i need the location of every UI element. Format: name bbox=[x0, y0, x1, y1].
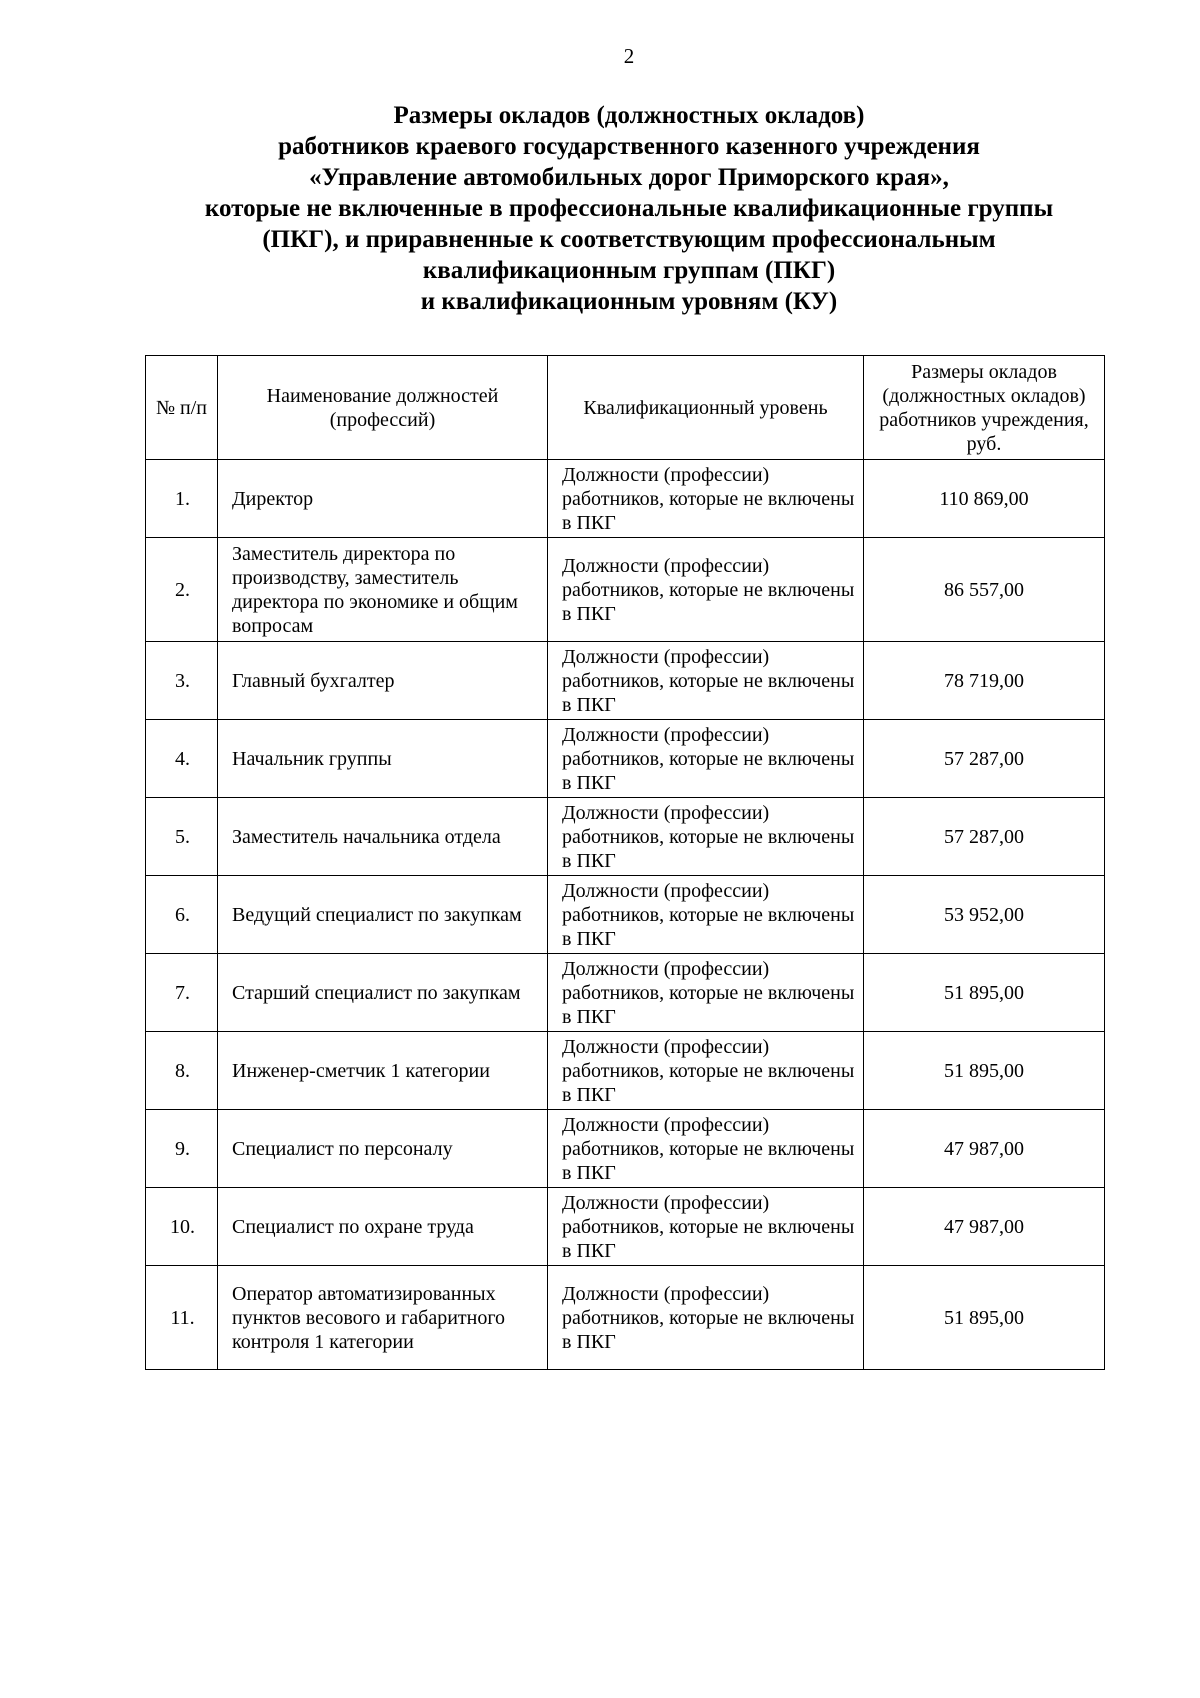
row-salary: 57 287,00 bbox=[864, 798, 1105, 876]
row-name: Заместитель начальника отдела bbox=[218, 798, 548, 876]
row-salary: 57 287,00 bbox=[864, 720, 1105, 798]
row-num: 5. bbox=[146, 798, 218, 876]
title-line: работников краевого государственного казенного учреждения bbox=[278, 133, 980, 160]
row-num: 11. bbox=[146, 1266, 218, 1370]
row-num: 3. bbox=[146, 642, 218, 720]
row-num: 10. bbox=[146, 1188, 218, 1266]
row-num: 4. bbox=[146, 720, 218, 798]
table-header-row bbox=[146, 356, 1105, 460]
row-salary: 86 557,00 bbox=[864, 538, 1105, 642]
table-row bbox=[146, 798, 1105, 876]
table-row bbox=[146, 954, 1105, 1032]
table-row bbox=[146, 720, 1105, 798]
table-row bbox=[146, 1188, 1105, 1266]
row-level: Должности (профессии) работников, которые не включены в ПКГ bbox=[548, 954, 864, 1032]
table-row bbox=[146, 642, 1105, 720]
table-row bbox=[146, 1110, 1105, 1188]
row-num: 1. bbox=[146, 460, 218, 538]
row-name: Инженер-сметчик 1 категории bbox=[218, 1032, 548, 1110]
row-name: Главный бухгалтер bbox=[218, 642, 548, 720]
row-name: Начальник группы bbox=[218, 720, 548, 798]
row-num: 7. bbox=[146, 954, 218, 1032]
row-num: 9. bbox=[146, 1110, 218, 1188]
table-row bbox=[146, 538, 1105, 642]
title-line: и квалификационным уровням (КУ) bbox=[420, 288, 838, 315]
row-level: Должности (профессии) работников, которые не включены в ПКГ bbox=[548, 538, 864, 642]
title-line: Размеры окладов (должностных окладов) bbox=[393, 102, 865, 129]
row-name: Специалист по охране труда bbox=[218, 1188, 548, 1266]
title-line: (ПКГ), и приравненные к соответствующим профессиональным bbox=[262, 226, 996, 253]
row-level: Должности (профессии) работников, которые не включены в ПКГ bbox=[548, 1266, 864, 1370]
row-salary: 78 719,00 bbox=[864, 642, 1105, 720]
row-salary: 110 869,00 bbox=[864, 460, 1105, 538]
row-num: 6. bbox=[146, 876, 218, 954]
row-num: 2. bbox=[146, 538, 218, 642]
document-title bbox=[0, 100, 1200, 317]
row-salary: 47 987,00 bbox=[864, 1110, 1105, 1188]
row-name: Оператор автоматизированных пунктов весового и габаритного контроля 1 категории bbox=[218, 1266, 548, 1370]
table-row bbox=[146, 876, 1105, 954]
row-level: Должности (профессии) работников, которые не включены в ПКГ bbox=[548, 876, 864, 954]
row-salary: 51 895,00 bbox=[864, 1032, 1105, 1110]
header-level: Квалификационный уровень bbox=[548, 356, 864, 460]
row-level: Должности (профессии) работников, которые не включены в ПКГ bbox=[548, 1188, 864, 1266]
row-level: Должности (профессии) работников, которые не включены в ПКГ bbox=[548, 460, 864, 538]
table-row bbox=[146, 460, 1105, 538]
row-name: Заместитель директора по производству, заместитель директора по экономике и общим вопросам bbox=[218, 538, 548, 642]
table-row bbox=[146, 1032, 1105, 1110]
row-level: Должности (профессии) работников, которые не включены в ПКГ bbox=[548, 798, 864, 876]
row-salary: 47 987,00 bbox=[864, 1188, 1105, 1266]
row-level: Должности (профессии) работников, которые не включены в ПКГ bbox=[548, 1032, 864, 1110]
row-salary: 53 952,00 bbox=[864, 876, 1105, 954]
row-name: Директор bbox=[218, 460, 548, 538]
row-level: Должности (профессии) работников, которые не включены в ПКГ bbox=[548, 720, 864, 798]
header-salary: Размеры окладов (должностных окладов) работников учреждения, руб. bbox=[864, 356, 1105, 460]
row-level: Должности (профессии) работников, которые не включены в ПКГ bbox=[548, 1110, 864, 1188]
row-name: Ведущий специалист по закупкам bbox=[218, 876, 548, 954]
header-name: Наименование должностей (профессий) bbox=[218, 356, 548, 460]
title-line: квалификационным группам (ПКГ) bbox=[422, 257, 836, 284]
salary-table bbox=[145, 355, 1105, 1370]
title-line: которые не включенные в профессиональные квалификационные группы bbox=[204, 195, 1054, 222]
row-name: Старший специалист по закупкам bbox=[218, 954, 548, 1032]
header-num: № п/п bbox=[146, 356, 218, 460]
row-name: Специалист по персоналу bbox=[218, 1110, 548, 1188]
row-level: Должности (профессии) работников, которые не включены в ПКГ bbox=[548, 642, 864, 720]
table-row bbox=[146, 1266, 1105, 1370]
row-salary: 51 895,00 bbox=[864, 954, 1105, 1032]
row-salary: 51 895,00 bbox=[864, 1266, 1105, 1370]
row-num: 8. bbox=[146, 1032, 218, 1110]
title-line: «Управление автомобильных дорог Приморского края», bbox=[309, 164, 949, 191]
page-number: 2 bbox=[623, 44, 635, 68]
